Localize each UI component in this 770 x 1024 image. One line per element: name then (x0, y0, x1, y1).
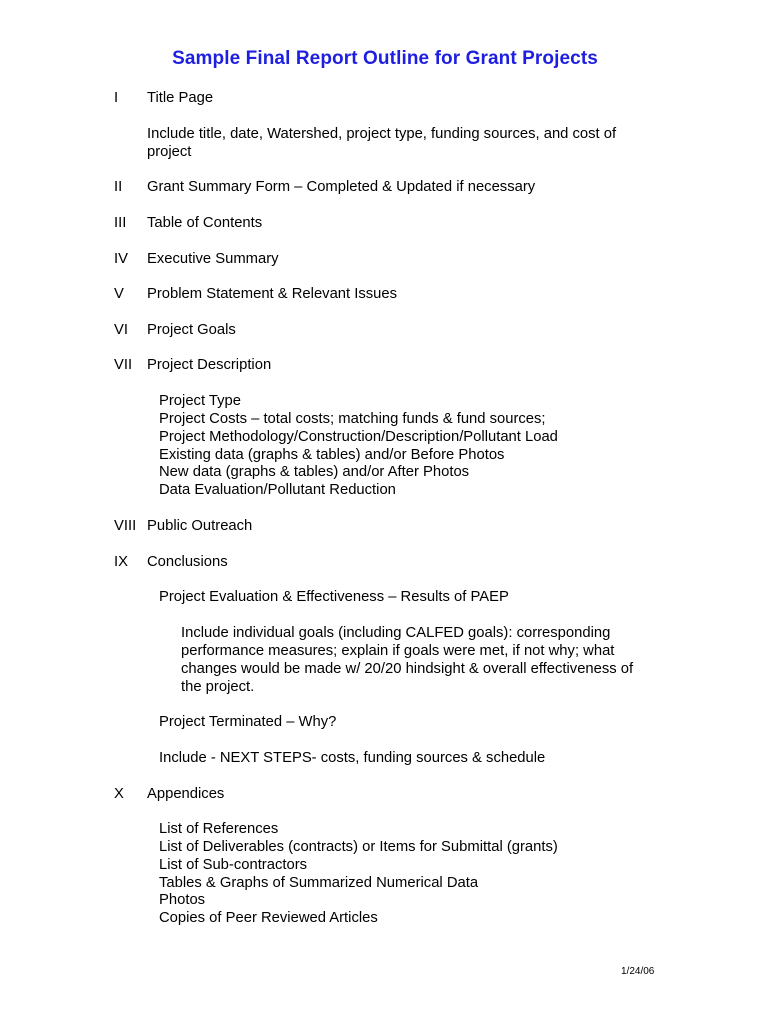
section-appendices: Appendices (147, 786, 225, 802)
section-number: VIII (114, 518, 137, 534)
section-number: IV (114, 251, 128, 267)
list-item: Tables & Graphs of Summarized Numerical Data (159, 875, 479, 891)
section-number: V (114, 286, 124, 302)
footer-date: 1/24/06 (621, 966, 655, 977)
goals-note-line: Include individual goals (including CALFED goals): corresponding (181, 625, 611, 641)
goals-note-line: the project. (181, 679, 255, 695)
list-item: Project Type (159, 393, 241, 409)
list-item: List of Deliverables (contracts) or Items for Submittal (grants) (159, 839, 558, 855)
section-project-goals: Project Goals (147, 322, 236, 338)
goals-note-line: changes would be made w/ 20/20 hindsight & overall effectiveness of (181, 661, 634, 677)
section-conclusions: Conclusions (147, 554, 228, 570)
section-problem-statement: Problem Statement & Relevant Issues (147, 286, 398, 302)
section-number: II (114, 179, 123, 195)
list-item: Existing data (graphs & tables) and/or Before Photos (159, 447, 505, 463)
section-executive-summary: Executive Summary (147, 251, 279, 267)
section-number: III (114, 215, 127, 231)
list-item: Data Evaluation/Pollutant Reduction (159, 482, 396, 498)
section-number: IX (114, 554, 128, 570)
list-item: Project Costs – total costs; matching funds & fund sources; (159, 411, 546, 427)
section-number: X (114, 786, 124, 802)
section-number: I (114, 90, 119, 106)
section-toc: Table of Contents (147, 215, 263, 231)
list-item: Photos (159, 892, 206, 908)
list-item: Project Methodology/Construction/Description/Pollutant Load (159, 429, 558, 445)
section-number: VI (114, 322, 128, 338)
title-page-note: Include title, date, Watershed, project type, funding sources, and cost of (147, 126, 617, 142)
list-item: List of Sub-contractors (159, 857, 308, 873)
terminated-heading: Project Terminated – Why? (159, 714, 337, 730)
list-item: Copies of Peer Reviewed Articles (159, 910, 378, 926)
section-grant-summary: Grant Summary Form – Completed & Updated if necessary (147, 179, 536, 195)
next-steps-note: Include - NEXT STEPS- costs, funding sources & schedule (159, 750, 546, 766)
section-public-outreach: Public Outreach (147, 518, 253, 534)
goals-note-line: performance measures; explain if goals were met, if not why; what (181, 643, 615, 659)
section-number: VII (114, 357, 133, 373)
section-title-page: Title Page (147, 90, 214, 106)
list-item: New data (graphs & tables) and/or After Photos (159, 464, 470, 480)
list-item: List of References (159, 821, 279, 837)
evaluation-heading: Project Evaluation & Effectiveness – Results of PAEP (159, 589, 509, 605)
page-title: Sample Final Report Outline for Grant Projects (172, 48, 598, 69)
title-page-note-cont: project (147, 144, 192, 160)
section-project-description: Project Description (147, 357, 272, 373)
